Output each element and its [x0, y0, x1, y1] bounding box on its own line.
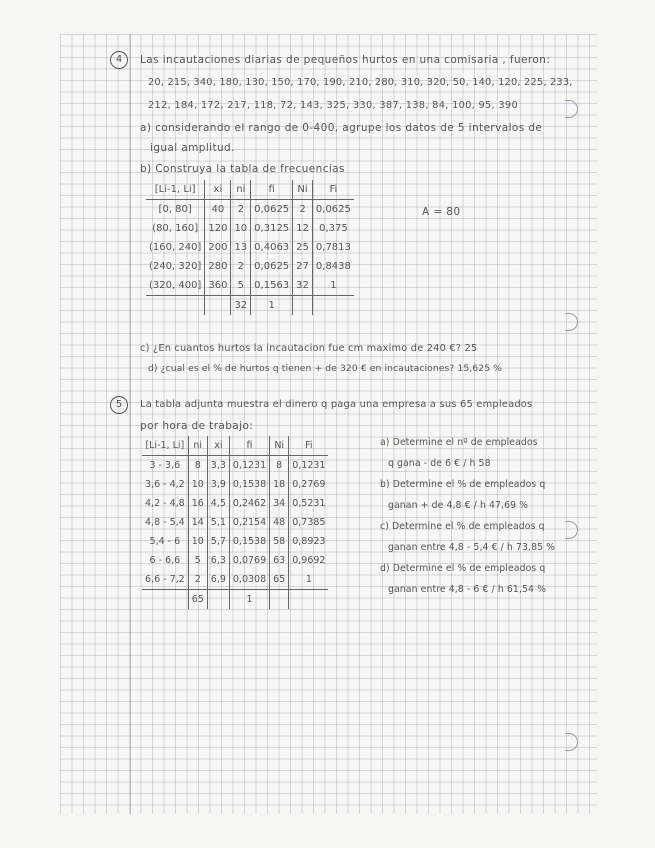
page-margin-right [597, 0, 655, 848]
table-cell: (80, 160] [152, 223, 199, 234]
table-cell: 10 [188, 532, 207, 551]
ex5-question-c-line-1: c) Determine el % de empleados q [380, 521, 545, 532]
ex5-question-b-line-2: ganan + de 4,8 € / h 47,69 % [388, 500, 529, 511]
ex5-question-a-line-2: q gana - de 6 € / h 58 [388, 458, 491, 469]
table-cell: 0,9692 [289, 551, 329, 570]
table-cell: 0,1231 [229, 456, 269, 476]
table-cell: 1 [251, 296, 293, 316]
exercise-5-number: 5 [110, 396, 128, 414]
table-cell: 0,8923 [289, 532, 329, 551]
table-header: xi [207, 436, 229, 456]
table-cell: 0,1538 [229, 532, 269, 551]
exercise-4-number: 4 [110, 51, 128, 69]
table-cell: 5,1 [207, 513, 229, 532]
margin-line [130, 34, 131, 814]
table-cell: 0,1538 [229, 475, 269, 494]
table-cell: 6 - 6,6 [149, 555, 181, 566]
table-cell [146, 296, 205, 316]
table-cell: 0,0769 [229, 551, 269, 570]
ex4-question-d: d) ¿cual es el % de hurtos q tienen + de 320 € en incautaciones? 15,625 % [148, 363, 502, 374]
table-cell: 32 [231, 296, 251, 316]
page-margin-left [0, 0, 60, 848]
table-cell: 1 [229, 590, 269, 610]
ex5-intro-line-2: por hora de trabajo: [140, 420, 254, 432]
table-cell: 0,2769 [289, 475, 329, 494]
ex5-question-d-line-2: ganan entre 4,8 - 6 € / h 61,54 % [388, 584, 547, 595]
table-cell: 5 [188, 551, 207, 570]
table-cell [207, 590, 229, 610]
table-cell: 360 [205, 276, 231, 296]
table-cell: 25 [293, 238, 313, 257]
table-cell: [0, 80] [158, 204, 192, 215]
table-cell: 0,8438 [312, 257, 354, 276]
table-row [146, 238, 354, 257]
table-cell: 0,1563 [251, 276, 293, 296]
table-cell: 14 [188, 513, 207, 532]
table-cell: 120 [205, 219, 231, 238]
ex4-amplitude: A = 80 [422, 206, 461, 218]
table-row [142, 494, 328, 513]
page-margin-bottom [0, 814, 655, 848]
table-cell: 6,9 [207, 570, 229, 590]
table-cell: 27 [293, 257, 313, 276]
table-cell: 3,9 [207, 475, 229, 494]
table-cell: 2 [231, 200, 251, 220]
table-cell: 16 [188, 494, 207, 513]
table-cell: 2 [231, 257, 251, 276]
table-cell: 10 [188, 475, 207, 494]
table-cell: 65 [270, 570, 289, 590]
table-cell: 0,5231 [289, 494, 329, 513]
ex4-question-b: b) Construya la tabla de frecuencias [140, 163, 345, 175]
table-cell: 63 [270, 551, 289, 570]
table-cell: 8 [270, 456, 289, 476]
table-cell: 0,0625 [251, 257, 293, 276]
ex5-question-b-line-1: b) Determine el % de empleados q [380, 479, 546, 490]
table-cell: 0,375 [312, 219, 354, 238]
table-cell: 4,5 [207, 494, 229, 513]
table-cell: 0,2462 [229, 494, 269, 513]
table-header: Fi [289, 436, 329, 456]
table-cell: 0,3125 [251, 219, 293, 238]
table-cell: 13 [231, 238, 251, 257]
table-cell: 10 [231, 219, 251, 238]
table-cell: 40 [205, 200, 231, 220]
table-cell: 12 [293, 219, 313, 238]
table-row [142, 551, 328, 570]
table-header: fi [229, 436, 269, 456]
table-cell: 0,7385 [289, 513, 329, 532]
table-header: Fi [312, 180, 354, 200]
table-cell [142, 590, 188, 610]
table-cell: 6,3 [207, 551, 229, 570]
ex5-question-c-line-2: ganan entre 4,8 - 5,4 € / h 73,85 % [388, 542, 556, 553]
table-cell: 6,6 - 7,2 [145, 574, 185, 585]
table-cell: 0,7813 [312, 238, 354, 257]
table-cell: 0,2154 [229, 513, 269, 532]
table-header: xi [205, 180, 231, 200]
table-cell [270, 590, 289, 610]
table-row [146, 219, 354, 238]
table-row [142, 513, 328, 532]
table-cell: 5,7 [207, 532, 229, 551]
ex4-intro: Las incautaciones diarias de pequeños hurtos en una comisaria , fueron: [140, 54, 551, 66]
table-header: fi [251, 180, 293, 200]
table-cell: 8 [188, 456, 207, 476]
table-row [146, 276, 354, 296]
table-header: ni [188, 436, 207, 456]
ex4-data-line-2: 212, 184, 172, 217, 118, 72, 143, 325, 330, 387, 138, 84, 100, 95, 390 [148, 100, 518, 111]
table-cell: 5,4 - 6 [149, 536, 181, 547]
table-cell: 0,0625 [251, 200, 293, 220]
table-total-row [146, 296, 354, 316]
table-cell: 34 [270, 494, 289, 513]
table-cell: 3 - 3,6 [149, 460, 181, 471]
table-cell: 0,0308 [229, 570, 269, 590]
table-cell: 0,1231 [289, 456, 329, 476]
table-header: ni [231, 180, 251, 200]
table-row [146, 257, 354, 276]
ex5-question-a-line-1: a) Determine el nº de empleados [380, 437, 538, 448]
table-cell: (160, 240] [149, 242, 202, 253]
table-cell: 65 [188, 590, 207, 610]
table-cell: 0,4063 [251, 238, 293, 257]
ex4-question-a-line-2: igual amplitud. [150, 142, 235, 154]
table-cell [293, 296, 313, 316]
ex4-frequency-table [146, 180, 354, 315]
table-total-row [142, 590, 328, 610]
table-row [146, 200, 354, 220]
ex5-frequency-table [142, 436, 328, 609]
ex5-question-d-line-1: d) Determine el % de empleados q [380, 563, 546, 574]
table-cell [205, 296, 231, 316]
table-row [142, 456, 328, 476]
table-header: [Li-1, Li] [146, 180, 205, 200]
table-cell: 18 [270, 475, 289, 494]
table-cell: 3,3 [207, 456, 229, 476]
table-cell: 1 [312, 276, 354, 296]
ex5-intro-line-1: La tabla adjunta muestra el dinero q paga una empresa a sus 65 empleados [140, 399, 533, 410]
table-cell: 4,2 - 4,8 [145, 498, 185, 509]
table-header: Ni [270, 436, 289, 456]
ex4-question-a-line-1: a) considerando el rango de 0-400, agrupe los datos de 5 intervalos de [140, 122, 543, 134]
table-header: [Li-1, Li] [142, 436, 188, 456]
table-row [142, 570, 328, 590]
table-cell: 280 [205, 257, 231, 276]
table-cell: 0,0625 [312, 200, 354, 220]
table-header: Ni [293, 180, 313, 200]
table-cell: 5 [231, 276, 251, 296]
table-cell [289, 590, 329, 610]
table-cell: (320, 400] [149, 280, 202, 291]
table-cell: 4,8 - 5,4 [145, 517, 185, 528]
table-cell: 200 [205, 238, 231, 257]
table-cell: (240, 320] [149, 261, 202, 272]
table-cell: 1 [289, 570, 329, 590]
table-cell: 48 [270, 513, 289, 532]
table-cell: 58 [270, 532, 289, 551]
ex4-question-c: c) ¿En cuantos hurtos la incautacion fue cm maximo de 240 €? 25 [140, 343, 478, 354]
table-cell: 2 [293, 200, 313, 220]
table-cell: 32 [293, 276, 313, 296]
ex4-data-line-1: 20, 215, 340, 180, 130, 150, 170, 190, 210, 280, 310, 320, 50, 140, 120, 225, 233, [148, 77, 573, 88]
table-cell: 3,6 - 4,2 [145, 479, 185, 490]
table-row [142, 532, 328, 551]
table-cell [312, 296, 354, 316]
table-row [142, 475, 328, 494]
page-margin-top [0, 0, 655, 34]
table-cell: 2 [188, 570, 207, 590]
